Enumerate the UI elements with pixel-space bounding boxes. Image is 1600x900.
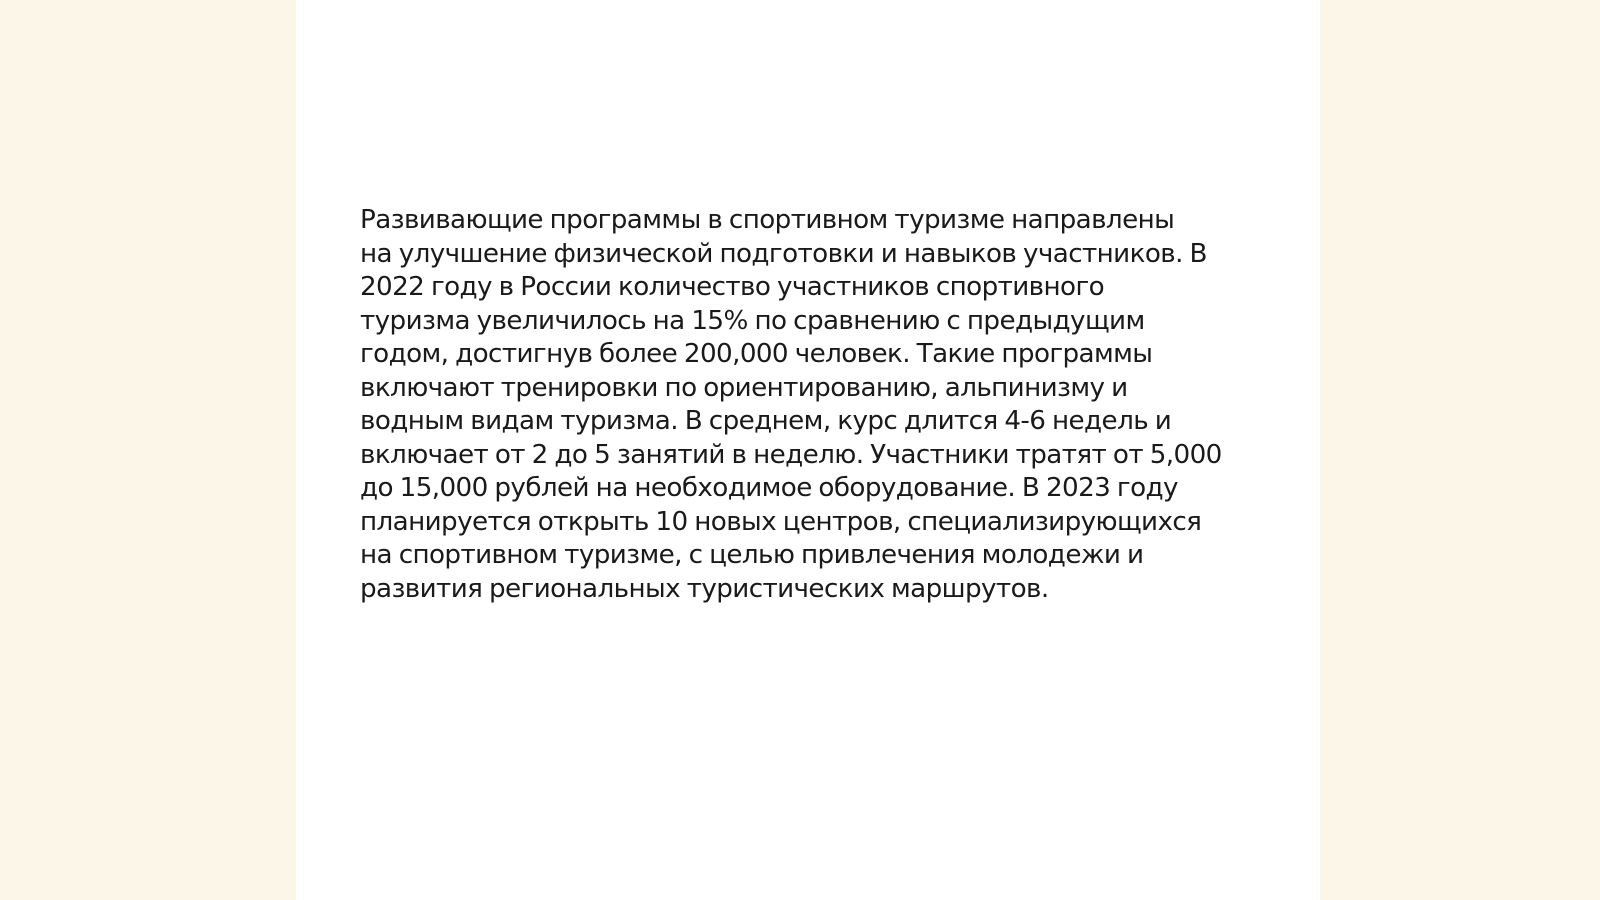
right-margin-panel [1320,0,1600,900]
paragraph-line-6: включают тренировки по ориентированию, альпинизму и [360,372,1128,403]
paragraph-line-10: планируется открыть 10 новых центров, специализирующихся [360,506,1202,537]
paragraph-line-7: водным видам туризма. В среднем, курс длится 4-6 недель и [360,406,1172,436]
paragraph-line-1: Развивающие программы в спортивном туризме направлены [360,205,1175,235]
paragraph-line-11: на спортивном туризме, с целью привлечения молодежи и [360,540,1144,570]
paragraph-line-4: туризма увеличилось на 15% по сравнению с предыдущим [360,305,1145,336]
paragraph-line-12: развития региональных туристических маршрутов. [360,573,1049,604]
paragraph-line-5: годом, достигнув более 200,000 человек. Такие программы [360,339,1153,369]
body-paragraph [360,204,1260,606]
paragraph-line-8: включает от 2 до 5 занятий в неделю. Участники тратят от 5,000 [360,439,1222,470]
left-margin-panel [0,0,296,900]
paragraph-line-9: до 15,000 рублей на необходимое оборудование. В 2023 году [360,473,1178,503]
paragraph-line-2: на улучшение физической подготовки и навыков участников. В [360,238,1207,269]
document-page [296,0,1320,900]
paragraph-line-3: 2022 году в России количество участников спортивного [360,272,1105,302]
